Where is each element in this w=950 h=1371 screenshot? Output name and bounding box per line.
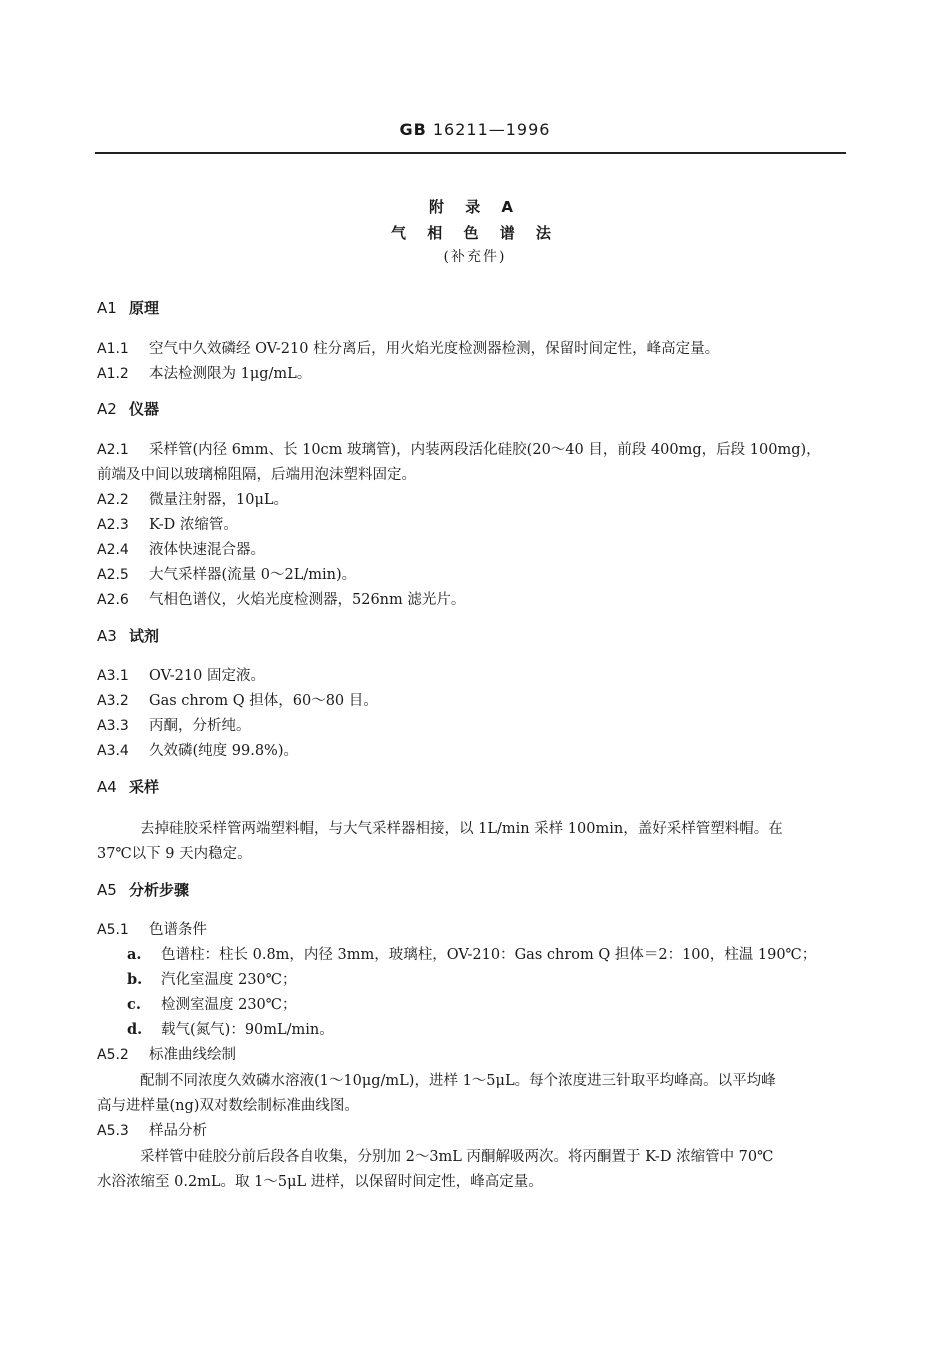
standard-code: 16211—1996 [432, 120, 551, 139]
clause-a5-2-continuation: 高与进样量(ng)双对数绘制标准曲线图。 [97, 1098, 359, 1114]
clause-text: Gas chrom Q 担体，60～80 目。 [149, 693, 378, 709]
clause-a5-1 [97, 918, 207, 939]
clause-a2-4 [97, 538, 265, 559]
clause-text: 采样管(内径 6mm、长 10cm 玻璃管)，内装两段活化硅胶(20～40 目，前段 400mg，后段 100mg)， [149, 442, 821, 458]
section-heading-a4 [97, 776, 159, 797]
clause-number: A3.2 [97, 693, 129, 709]
subitem-text: 色谱柱：柱长 0.8m，内径 3mm，玻璃柱，OV-210：Gas chrom Q 担体＝2：100，柱温 190℃； [161, 947, 817, 963]
clause-number: A1.1 [97, 341, 129, 357]
clause-a3-2 [97, 689, 378, 710]
clause-a2-6 [97, 588, 465, 609]
clause-text: OV-210 固定液。 [149, 668, 265, 684]
appendix-note: (补充件) [443, 249, 507, 265]
clause-number: A2.4 [97, 542, 129, 558]
section-number: A4 [97, 778, 117, 796]
appendix-title: 气 相 色 谱 法 [391, 224, 559, 242]
clause-number: A2.3 [97, 517, 129, 533]
subitem-b [127, 968, 297, 989]
section-heading-a1 [97, 297, 159, 318]
clause-a5-3 [97, 1119, 207, 1140]
section-a4-paragraph: 去掉硅胶采样管两端塑料帽，与大气采样器相接，以 1L/min 采样 100min，盖好采样管塑料帽。在 [140, 821, 783, 837]
section-title: 原理 [129, 299, 160, 317]
clause-text: 久效磷(纯度 99.8%)。 [149, 743, 298, 759]
clause-a2-1 [97, 438, 821, 459]
appendix-label: 附 录 A [428, 198, 522, 216]
section-title: 试剂 [129, 627, 160, 645]
section-heading-a5 [97, 879, 189, 900]
clause-number: A3.4 [97, 743, 129, 759]
subitem-letter: d. [127, 1021, 143, 1038]
subitem-text: 检测室温度 230℃； [161, 997, 297, 1013]
standard-prefix: GB [399, 120, 427, 139]
clause-a2-3 [97, 513, 238, 534]
standard-header [0, 120, 950, 139]
clause-text: 大气采样器(流量 0～2L/min)。 [149, 567, 357, 583]
clause-text: 液体快速混合器。 [149, 542, 265, 558]
clause-a3-4 [97, 739, 298, 760]
clause-number: A5.3 [97, 1123, 129, 1139]
clause-a1-1 [97, 337, 719, 358]
section-heading-a3 [97, 625, 159, 646]
clause-text: 微量注射器，10μL。 [149, 492, 289, 508]
clause-a5-2 [97, 1043, 236, 1064]
clause-a3-3 [97, 714, 251, 735]
header-rule [95, 152, 846, 154]
subitem-text: 汽化室温度 230℃； [161, 972, 297, 988]
clause-number: A5.2 [97, 1047, 129, 1063]
subitem-letter: c. [127, 996, 141, 1013]
section-a4-continuation: 37℃以下 9 天内稳定。 [97, 846, 252, 862]
clause-text: 气相色谱仪，火焰光度检测器，526nm 滤光片。 [149, 592, 466, 608]
clause-number: A5.1 [97, 922, 129, 938]
clause-text: 丙酮，分析纯。 [149, 718, 251, 734]
clause-number: A2.6 [97, 592, 129, 608]
section-number: A3 [97, 627, 117, 645]
section-title: 分析步骤 [129, 881, 190, 899]
clause-a2-5 [97, 563, 356, 584]
subitem-c [127, 993, 297, 1014]
clause-text: 样品分析 [149, 1123, 207, 1139]
clause-number: A2.2 [97, 492, 129, 508]
clause-a2-1-continuation: 前端及中间以玻璃棉阻隔，后端用泡沫塑料固定。 [97, 467, 416, 483]
clause-number: A2.5 [97, 567, 129, 583]
clause-number: A3.3 [97, 718, 129, 734]
section-title: 仪器 [129, 400, 160, 418]
clause-a2-2 [97, 488, 288, 509]
section-number: A2 [97, 400, 117, 418]
clause-text: 色谱条件 [149, 922, 207, 938]
section-number: A5 [97, 881, 117, 899]
clause-text: 标准曲线绘制 [149, 1047, 236, 1063]
section-heading-a2 [97, 398, 159, 419]
subitem-letter: a. [127, 946, 142, 963]
clause-a3-1 [97, 664, 265, 685]
subitem-text: 载气(氮气)：90mL/min。 [161, 1022, 334, 1038]
clause-a5-2-paragraph: 配制不同浓度久效磷水溶液(1～10μg/mL)，进样 1～5μL。每个浓度进三针取平均峰高。以平均峰 [140, 1073, 776, 1089]
clause-text: 空气中久效磷经 OV-210 柱分离后，用火焰光度检测器检测，保留时间定性，峰高定量。 [149, 341, 720, 357]
section-number: A1 [97, 299, 117, 317]
clause-a5-3-continuation: 水浴浓缩至 0.2mL。取 1～5μL 进样，以保留时间定性，峰高定量。 [97, 1174, 543, 1190]
subitem-letter: b. [127, 971, 143, 988]
clause-number: A1.2 [97, 366, 129, 382]
subitem-a [127, 943, 816, 964]
subitem-d [127, 1018, 334, 1039]
clause-text: K-D 浓缩管。 [149, 517, 238, 533]
clause-number: A3.1 [97, 668, 129, 684]
clause-a5-3-paragraph: 采样管中硅胶分前后段各自收集，分别加 2～3mL 丙酮解吸两次。将丙酮置于 K-D 浓缩管中 70℃ [140, 1149, 774, 1165]
clause-number: A2.1 [97, 442, 129, 458]
clause-text: 本法检测限为 1μg/mL。 [149, 366, 312, 382]
clause-a1-2 [97, 362, 311, 383]
section-title: 采样 [129, 778, 160, 796]
